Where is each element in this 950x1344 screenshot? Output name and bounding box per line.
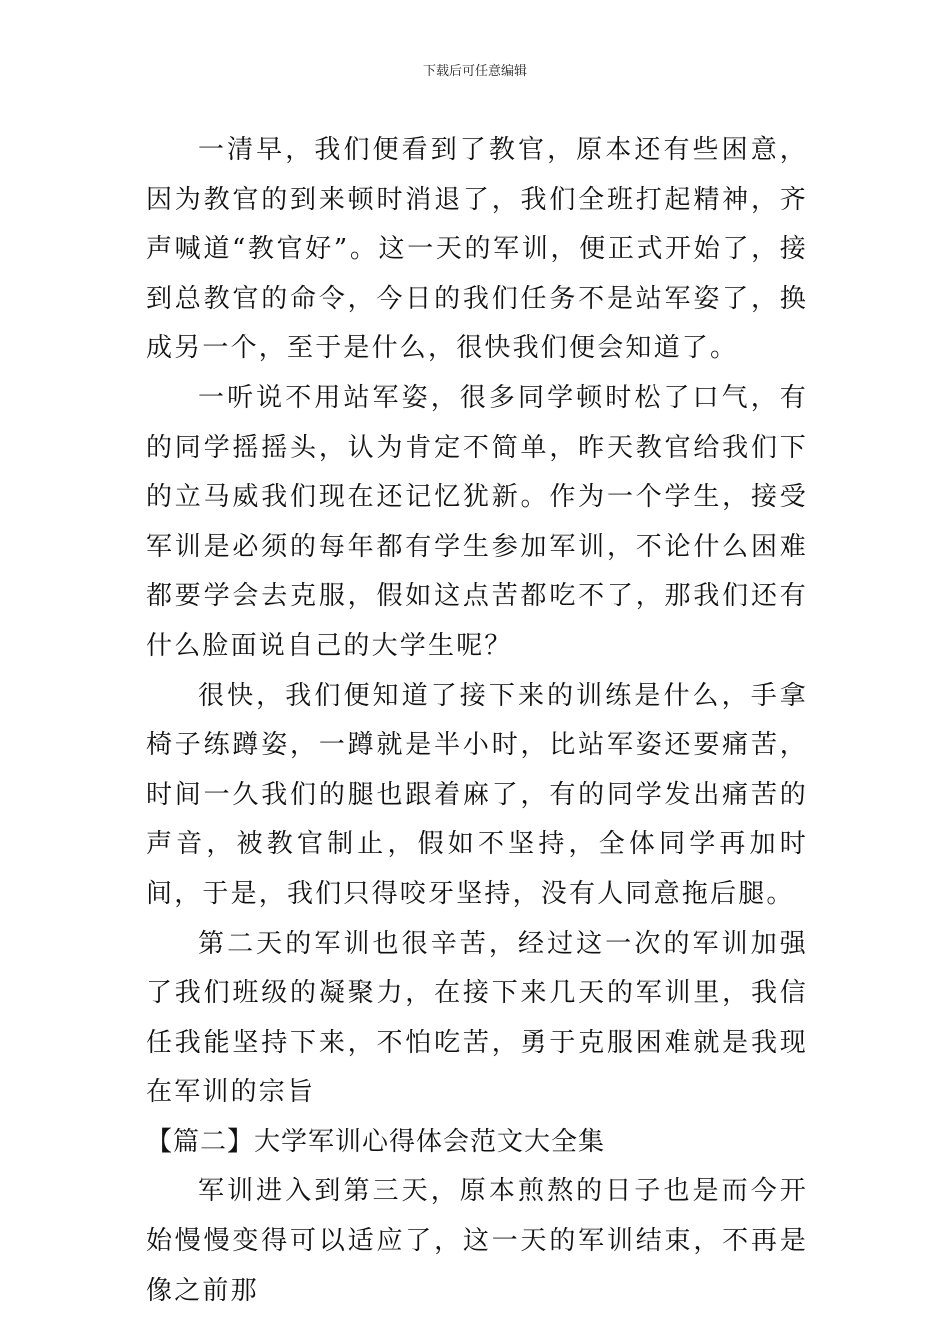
page-header: 下载后可任意编辑 xyxy=(422,64,527,79)
document-body xyxy=(146,126,808,1316)
paragraph-4: 第二天的军训也很辛苦，经过这一次的军训加强了我们班级的凝聚力，在接下来几天的军训里，我信任我能坚持下来，不怕吃苦，勇于克服困难就是我现在军训的宗旨 xyxy=(146,928,808,1108)
paragraph-5: 军训进入到第三天，原本煎熬的日子也是而今开始慢慢变得可以适应了，这一天的军训结束，不再是像之前那 xyxy=(146,1176,808,1306)
paragraph-2: 一听说不用站军姿，很多同学顿时松了口气，有的同学摇摇头，认为肯定不简单，昨天教官给我们下的立马威我们现在还记忆犹新。作为一个学生，接受军训是必须的每年都有学生参加军训，不论什么困难都要学会去克服，假如这点苦都吃不了，那我们还有什么脸面说自己的大学生呢？ xyxy=(146,382,808,661)
paragraph-3: 很快，我们便知道了接下来的训练是什么，手拿椅子练蹲姿，一蹲就是半小时，比站军姿还要痛苦，时间一久我们的腿也跟着麻了，有的同学发出痛苦的声音，被教官制止，假如不坚持，全体同学再加时间，于是，我们只得咬牙坚持，没有人同意拖后腿。 xyxy=(146,680,808,909)
section-heading: 【篇二】大学军训心得体会范文大全集 xyxy=(146,1126,606,1157)
paragraph-1: 一清早，我们便看到了教官，原本还有些困意，因为教官的到来顿时消退了，我们全班打起精神，齐声喊道“教官好”。这一天的军训，便正式开始了，接到总教官的命令，今日的我们任务不是站军姿了，换成另一个，至于是什么，很快我们便会知道了。 xyxy=(146,135,808,364)
